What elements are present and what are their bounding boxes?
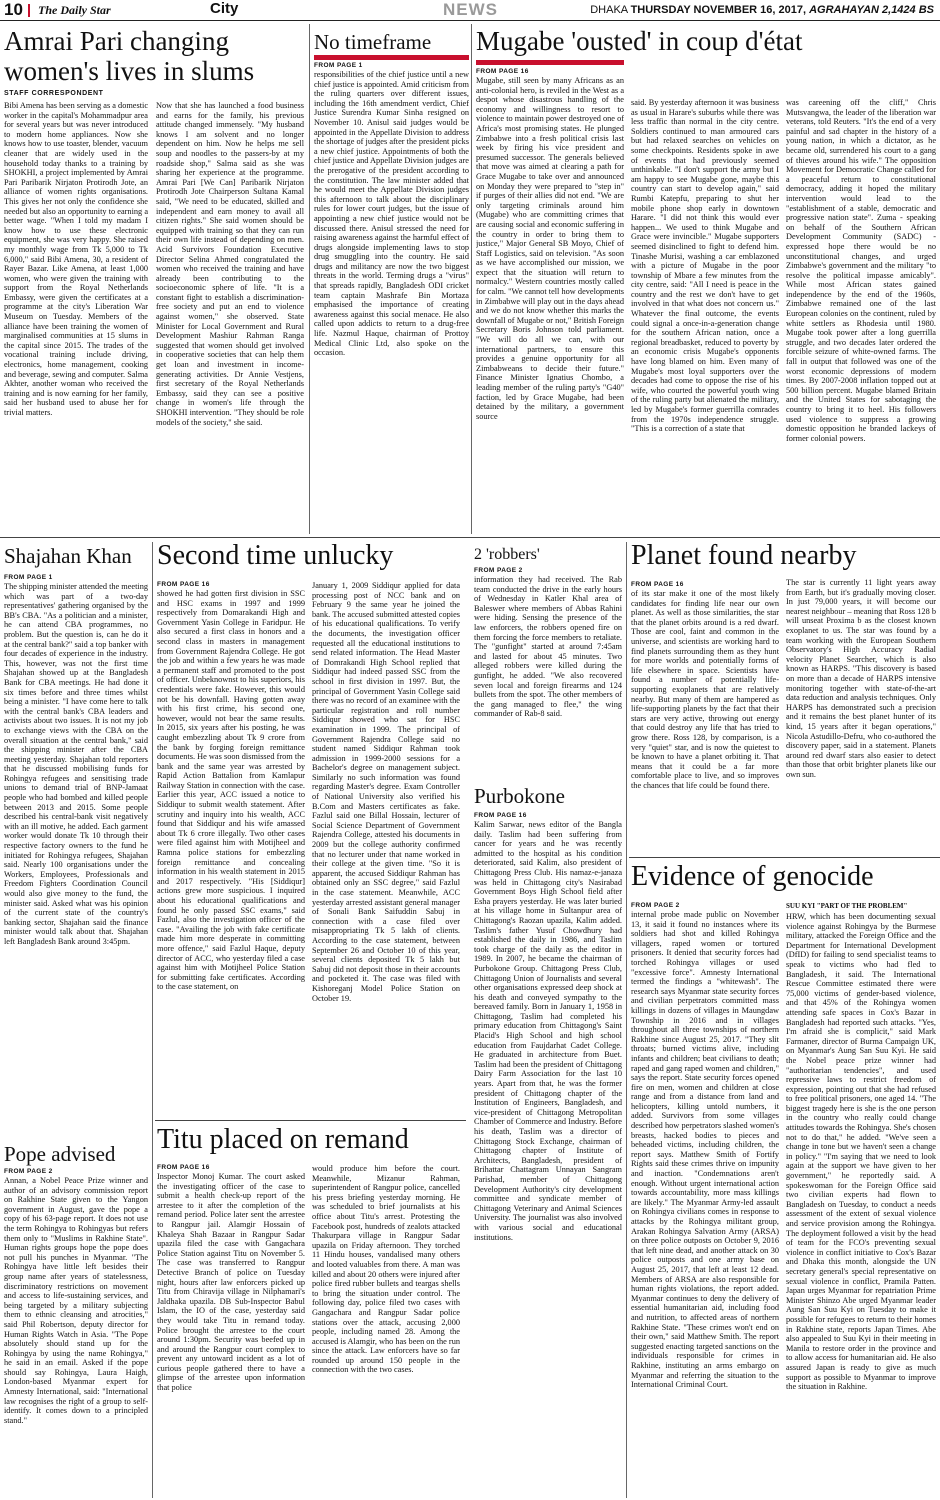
headline-evidence-of-genocide: Evidence of genocide [631, 861, 874, 892]
source-evidence-of-genocide: FROM PAGE 2 [631, 902, 680, 909]
byline-amrai-pari: STAFF CORRESPONDENT [4, 90, 104, 97]
section-divider [629, 857, 940, 858]
headline-2-robbers: 2 'robbers' [474, 546, 540, 563]
headline-amrai-pari: Amrai Pari changing women's lives in slums [4, 26, 255, 86]
newspaper-logo: The Daily Star [38, 3, 111, 17]
column-amrai-pari-2: Now that she has launched a food business and earns for the family, his previous attitude changed immensely. "My husband knows I am solvent and no longer dependent on him. Now he helps me sell soup and noodles to the passers-by at my roadside shop," Salma said as she was sharing her experience at the programme. Amrai Pari [We Can] Paribarik Nirjaton Protirodh Jote Chairperson Sultana Kamal said, "We need to be educated, skilled and independent and earn money to avail all citizen rights." She said women should be equipped with training so that they can run their own life instead of depending on men. Acid Survivors Foundation Executive Director Selina Ahmed congratulated the women who received the training and have already been contributing to the socioeconomic sphere of life. "It is a constant fight to establish a discrimination-free society and put an end to violence against women," she observed. State Minister for Local Government and Rural Development Mashiur Rahman Ranga suggested that women should get involved in cooperative societies that can help them get loan and investment in income-generating activities. Dr Annie Vestjens, first secretary of the Royal Netherlands Embassy, said they can see a positive change in women's life through the SHOKHI intervention. "They should be role models of the society," she said. [156, 101, 304, 427]
headline-planet-found: Planet found nearby [631, 540, 857, 571]
source-no-timeframe: FROM PAGE 1 [314, 62, 363, 69]
section-divider [155, 1120, 466, 1121]
accent-bar [28, 4, 30, 17]
accent-rule [476, 60, 624, 65]
source-shajahan-khan: FROM PAGE 1 [4, 574, 53, 581]
column-mugabe-1: Mugabe, still seen by many Africans as an anti-colonial hero, is reviled in the West as a despot whose disastrous handling of the economy and willingness to resort to violence to maintain power destroyed one of Africa's most promising states. He plunged Zimbabwe into a fresh political crisis last week by firing his vice president and presumed successor. The generals believed that move was aimed at clearing a path for Grace Mugabe to take over and announced on Monday they were prepared to "step in" if purges of their allies did not end. "We are only targeting criminals around him (Mugabe) who are committing crimes that are causing social and economic suffering in the country in order to bring them to justice," Major General SB Moyo, Chief of Staff Logistics, said on television. "As soon as we have accomplished our mission, we expect that the situation will return to normalcy." Western countries mostly called for calm. "We cannot tell how developments in Zimbabwe will play out in the days ahead and we do not know whether this marks the downfall of Mugabe or not," British Foreign Secretary Boris Johnson told parliament. "We will do all we can, with our international partners, to ensure this provides a genuine opportunity for all Zimbabweans to decide their future." Finance Minister Ignatius Chombo, a leading member of the ruling party's "G40" faction, led by Grace Mugabe, had been detained by the military, a government source [476, 76, 624, 421]
column-pope-advised: Annan, a Nobel Peace Prize winner and author of an advisory commission report on Rakhine State given to the Yangon government in August, gave the pope a copy of his 63-page report. It does not use the term Rohingya to Rohingyas but refers them only to "Muslims in Rakhine State". Human rights groups hope the pope does not pull his punches in Myanmar. "The Rohingya have little left besides their group name after years of statelessness, discriminatory restrictions on movement and access to life-sustaining services, and being targeted by a military subjecting them to ethnic cleansing and atrocities," said Phil Robertson, deputy director for Human Rights Watch in Asia. "The Pope absolutely should stand up for the Rohingya by using the name Rohingya," he said in an email. Asked if the pope should say Rohingya, Laura Haigh, London-based Myanmar expert for Amnesty International, said: "International law recognises the right of a group to self-identify. It comes down to a principled stand." [4, 1176, 148, 1425]
masthead [0, 0, 940, 21]
source-planet-found: FROM PAGE 16 [631, 581, 684, 588]
column-evidence-of-genocide-1: internal probe made public on November 13, it said it found no instances where its soldiers had shot and killed Rohingya villagers, raped women or tortured prisoners. It denied that security forces had torched Rohingya villages or used "excessive force". Amnesty International termed the findings a "whitewash". The research says Myanmar state security forces and civilian perpetrators committed mass killings in dozens of villages in Maungdaw Township in 2016 and in villages throughout all three townships of northern Rakhine since August 25, 2017. "They slit throats; burned victims alive, including infants and children; beat civilians to death; raped and gang raped women and children," says the report. State security forces opened fire on men, women and children at close range and from a distance from land and helicopters, killing untold numbers, it added. Survivors from some villages described how perpetrators slashed women's breasts, hacked bodies to pieces and beheaded victims, including children, the report says. Matthew Smith of Fortify Rights said these crimes thrive on impunity and inaction. "Condemnations aren't enough. Without urgent international action towards accountability, more mass killings are likely." The Myanmar Army-led assault on Rohingya civilians comes in response to attacks by the Rohingya militant group, Arakan Rohingya Salvation Army (ARSA) on three police outposts on October 9, 2016 that left nine dead, and another attack on 30 police outposts and one army base on August 25, 2017, that left at least 12 dead. Members of ARSA are also responsible for human rights violations, the report added. Myanmar continues to deny the delivery of essential humanitarian aid, including food and nutrition, to affected areas of northern Rakhine State. "These crimes won't end on their own," said Matthew Smith. The report suggested enacting targeted sanctions on the individuals responsible for crimes in Rakhine, instituting an arms embargo on Myanmar and referring the situation to the International Criminal Court. [631, 910, 779, 1390]
source-purbokone: FROM PAGE 16 [474, 812, 527, 819]
source-mugabe: FROM PAGE 16 [476, 68, 529, 75]
dateline-date: THURSDAY NOVEMBER 16, 2017, [630, 4, 807, 16]
source-titu-remand: FROM PAGE 16 [157, 1164, 210, 1171]
column-divider [626, 542, 627, 1498]
column-planet-found-2: The star is currently 11 light years away from Earth, but it's gradually moving closer. In just 79,000 years, it will become our nearest neighbour – meaning that Ross 128 b will unseat Proxima b as the closest known exoplanet to us. The star was found by a team working with the European Southern Observatory's High Accuracy Radial velocity Planet Searcher, which is also known as HARPS. "This discovery is based on more than a decade of HARPS intensive monitoring together with state-of-the-art data reduction and analysis techniques. Only HARPS has demonstrated such a precision and it remains the best planet hunter of its kind, 15 years after it began operations," Nicola Astudillo-Defru, who co-authored the discovery paper, said in a statement. Planets around red dwarf stars also easier to detect than those that orbit brighter planets like our own sun. [786, 578, 936, 779]
column-planet-found-1: of its star make it one of the most likely candidates for finding life near our own planet. As well as those similarities, the star that the planet orbits around is a red dwarf. Those are cool, faint and common in the universe, and scientists are working hard to find planets surrounding them as they hunt for more worlds and potentially forms of life elsewhere in space. Scientists have found a number of potentially life-supporting exoplanets that are relatively nearby. But many of them are hampered as life-supporting planets by the fact that their stars are very active, throwing out energy that could destroy any life that has tried to grow there. Ross 128, by comparison, is a very "quiet" star, and is now the quietest to be known to have a planet orbiting it. That means that it could be a far more comfortable place to live, and so improves the chances that life could be found there. [631, 589, 779, 790]
column-2-robbers: information they had received. The Rab team conducted the drive in the early hours of Wednesday in Katler Khal area of Baleswer where members of Abbas Rahini were hiding. Sensing the presence of the law enforcers, the robbers opened fire on them forcing the force members to retaliate. The "gunfight" started at around 7:45am and lasted for about 45 minutes. Two alleged robbers were killed during the gunfight, he added. "We also recovered seven local and foreign firearms and 124 bullets from the spot. The other members of the gang managed to flee," the wing commander of Rab-8 said. [474, 575, 622, 719]
headline-purbokone: Purbokone [474, 784, 565, 808]
column-divider [471, 24, 472, 534]
page-number: 10 [4, 0, 23, 19]
column-shajahan-khan: The shipping minister attended the meeting which was part of a two-day representatives' gathering organised by the BB's CBA. "As a politician and a minister, he can attend CBA programmes, no problem. But the question is, can he do it at the central bank?" said a top banker with four decades of experience in the industry. This, however, was not the first time Shajahan showed up at the Bangladesh Bank for CBA meetings. He had done it six times before and three times whilst being a minister. "I have come here to talk with the central bank's CBA leaders and activists about two issues. It is not my job to exchange views with the CBA on the overall situation at the central bank," said the shipping minister after the CBA meeting yesterday. Shajahan told reporters that he discussed mobilising funds for Rohingya refugees and sensitising trade unions to demand trial of BNP-Jamaat people who had bombed and killed people between 2013 and 2015. Some people described his central-bank visit negatively with an ill motive, he added. Each garment worker would donate Tk 10 through their respective factory owners to the fund he initiated for Rohingya refugees, Shajahan said. Nearly 100 organisations under the Workers, Employees, Professionals and Freedom Fighters Coordination Council would also give money to the fund, the minister said. Asked what was his opinion of the current state of the country's banking sector, Shajahan said the finance minister would talk about that. Shajahan left Bangladesh Bank around 3:45pm. [4, 582, 148, 946]
dateline-bangla-date: AGRAHAYAN 2,1424 BS [809, 4, 934, 16]
section-divider [0, 537, 940, 538]
section-name: City [210, 0, 239, 17]
source-pope-advised: FROM PAGE 2 [4, 1168, 53, 1175]
source-2-robbers: FROM PAGE 2 [474, 567, 523, 574]
section-label: NEWS [443, 0, 498, 19]
headline-second-time-unlucky: Second time unlucky [157, 540, 394, 571]
column-titu-remand-2: would produce him before the court. Meanwhile, Mizanur Rahman, superintendent of Rangpur police, cancelled his press briefing yesterday morning. He was scheduled to brief journalists at his office about Titu's arrest. Protesting the Facebook post, hundreds of zealots attacked Thakurpara village in Rangpur Sadar upazila on Friday afternoon. They torched 11 Hindu houses, vandalised many others and looted valuables from there. A man was killed and about 20 others were injured after police fired rubber bullets and teargas shells to bring the situation under control. The following day, police filed two cases with Gangachara and Rangpur Sadar police stations over the attack, accusing 2,000 people, including named 28. Among the accused is Alamgir, who has been on the run since the attack. Law enforcers have so far rounded up around 150 people in the connection with the two cases. [312, 1164, 460, 1375]
column-divider [152, 542, 153, 1498]
column-mugabe-2: said. By yesterday afternoon it was business as usual in Harare's suburbs while there was less traffic than normal in the city centre. Soldiers continued to man armoured cars but had relaxed searches on vehicles on some checkpoints. Residents spoke in awe of events that had previously seemed unthinkable. "I don't support the army but I am happy to see Mugabe gone, maybe this country can start to develop again," said Rumbi Katepfu, preparing to shut her mobile phone shop early in downtown Harare. "I did not think this would ever happen... We used to think Mugabe and Grace were invincible." Mugabe supporters seemed disinclined to fight to defend him. Tinashe Murisi, washing a car emblazoned with a picture of Mugabe in the poor township of Mbare a few minutes from the city centre, said: "All I need is peace in the country and the rest we don't have to get involved in that what does not concern us." Whatever the final outcome, the events could signal a once-in-a-generation change for the southern African nation, once a regional breadbasket, reduced to poverty by an economic crisis Mugabe's opponents have long blamed on him. Even many of Mugabe's most loyal supporters over the decades had come to oppose the rise of his wife, who courted the powerful youth wing of the ruling party but alienated the military, led by Mugabe's former guerrilla comrades from the 1970s independence struggle. "This is a correction of a state that [631, 98, 779, 434]
subhead-suu-kyi: SUU KYI "PART OF THE PROBLEM" [786, 902, 908, 910]
column-second-time-unlucky-1: showed he had gotten first division in SSC and HSC exams in 1997 and 1999 respectively from Domarakandi High and Government Yasin College in Faridpur. He also secured a first class in honors and a second class in masters in management from Government Rajendra College. He got the job and within a few years he was made a permanent staff and promoted to the post of officer. Unbeknownst to his superiors, his credentials were fake. However, this would not be his downfall. Having gotten away with his first crime, his second one, however, would not bear the same results. In 2015, six years after his posting, he was caught embezzling about Tk 9 crore from the bank by forging foreign remittance documents. He was soon dismissed from the bank and the same year was arrested by Rapid Action Battalion from Kamlapur Railway Station in connection with the case. Earlier this year, ACC issued a notice to Siddiqur to submit wealth statement. After scrutiny and inquiry into his wealth, ACC found that Siddiqur and his wife amassed about Tk 6 crore illegally. Two other cases were filed against him with Motijheel and Ramna police stations for embezzling foreign remittance and concealing information in his wealth statement in 2015 and 2017 respectively. "His [Siddiqur] actions grew more suspicious. I inquired about his educational qualifications and found he only passed SSC exams," said Fazlul, also the investigation officer of the case. "Availing the job with fake certificate made him more desperate in committing more offence," said Fazlul Haque, deputy director of ACC, who yesterday filed a case against him with Motijheel Police Station for submitting fake certificates. According to the case statement, on [157, 589, 305, 992]
column-amrai-pari-1: Bibi Amena has been serving as a domestic worker in the capital's Mohammadpur area for several years but was never introduced to modern home appliances. Now she knows how to use toaster, blender, vacuum cleaner that are widely used in the household today thanks to a training by SHOKHI, a project implemented by Amrai Pari Paribarik Nirjaton Protirodh Jote, an alliance of women rights organisations. This gives her not only the confidence she needed but also an opportunity to earning a better wage. "When I told my madam I know how to use these electronic equipment, she was very happy. She raised my monthly wage from Tk 5,000 to Tk 6,000," said Bibi Amena, 30, a resident of Rayer Bazar. Like Amena, at least 1,000 women, who were given the training with support from the Royal Netherlands Embassy, were given the certificates at a programme at the city's Liberation War Museum on Tuesday. Members of the alliance have been training the women of marginalised communities at 15 slums in the capital since 2015. The trades of the vocational training include driving, electronics, home management, cooking and beverage, sewing and computer. Salma Akhter, another woman who received the training and is now earning for her family, said her husband used to abuse her for trivial matters. [4, 101, 148, 417]
column-mugabe-3: was careening off the cliff," Chris Mutsvangwa, the leader of the liberation war veterans, told Reuters. "It's the end of a very painful and sad chapter in the history of a young nation, in which a dictator, as he became old, surrendered his court to a gang of thieves around his wife." The opposition Movement for Democratic Change called for a peaceful return to constitutional democracy, adding it hoped the military intervention would lead to the "establishment of a stable, democratic and progressive nation state". Zuma - speaking on behalf of the Southern African Development Community (SADC) - expressed hope there would be no unconstitutional changes, and urged Zimbabwe's government and the military "to resolve the political impasse amicably". While most African states gained independence by the end of the 1960s, Zimbabwe remained one of the last European colonies on the continent, ruled by white settlers as Rhodesia until 1980. Mugabe took power after a long guerrilla struggle, and two decades later ordered the forcible seizure of white-owned farms. The fall in output that followed was one of the worst economic depressions of modern times. By 2007-2008 inflation topped out at 500 billion percent. Mugabe blamed Britain and the United States for sabotaging the country to bring it to heel. His followers used violence to suppress a growing domestic opposition he branded lackeys of former colonial powers. [786, 98, 936, 443]
column-no-timeframe: responsibilities of the chief justice until a new chief justice is appointed. Amid criticism from the ruling quarters over different issues, including the 16th amendment verdict, Chief Justice Surendra Kumar Sinha resigned on November 10. Anisul said judges would be appointed in the Appellate Division to address the shortage of judges after the president picks a new chief justice. Appointments of both the chief justice and Appellate Division judges are the prerogative of the president according to the constitution. The law minister added that he would meet the Appellate Division judges this afternoon to talk about the disciplinary rules for lower court judges, but the issue of appointing a new chief justice would not be discussed there. Anisul stressed the need for raising awareness against the harmful effect of drugs alongside implementing laws to stop drug smuggling into the country. He said drugs and militancy are now the two biggest threats in the world. Terming drugs a "virus" that spreads rapidly, Bangladesh ODI cricket team captain Mashrafe Bin Mortaza emphasised the importance of creating awareness against this social menace. He also called upon addicts to return to a drug-free life. Nazmul Haque, chairman of Prottoy Medical Clinic Ltd, also spoke on the occasion. [314, 70, 469, 358]
source-second-time-unlucky: FROM PAGE 16 [157, 581, 210, 588]
headline-no-timeframe: No timeframe [314, 30, 432, 54]
headline-mugabe: Mugabe 'ousted' in coup d'état [476, 26, 803, 56]
column-titu-remand-1: Inspector Monoj Kumar. The court asked the investigating officer of the case to submit a health check-up report of the arrestee to it after the completion of the remand period. Police later sent the arrestee to Rangpur jail. Alamgir Hossain of Khaleya Shah Bazaar in Rangpur Sadar upazila filed the case with Gangachara Police Station against Titu on November 5. The case was transferred to Rangpur Detective Branch of police on Tuesday night, hours after law enforcers picked up Titu from Chiravija village in Nilphamari's Jaldhaka upazila. DB Sub-Inspector Babul Islam, the IO of the case, yesterday said they would take Titu in remand today. Police brought the arrestee to the court around 1:30pm. Security was beefed up in and around the Rangpur court complex to prevent any untoward incident as a lot of curious people gathered there to have a glimpse of the arrestee upon information that police [157, 1172, 305, 1393]
dateline [590, 2, 934, 18]
column-purbokone: Kalim Sarwar, news editor of the Bangla daily. Taslim had been suffering from cancer for years and he was recently admitted to the hospital as his condition deteriorated, said Kalim, also president of Chittagong Press Club. His namaz-e-janaza was held in Chittagong city's Nasirabad Government Boys High School field after Esha prayers yesterday. He was later buried at his village home in Sultanpur area of Chittagong's Raozan upazila, Kalim added. Taslim's father Yusuf Chowdhury had established the daily in 1986, and Taslim took charge of the daily as the editor in 1989. In 2007, he became the chairman of Purbokone Group. Chittagong Press Club, Chittagong Union of Journalists and several other organisations expressed deep shock at his death and conveyed sympathy to the bereaved family. Born in January 1, 1958 in Chittagong, Taslim had completed his primary education from Chittagong's Saint Placid's High School and high school education from Faujdarhat Cadet College. He graduated in architecture from Buet. Taslim had been the president of Chittagong Dairy Farm Association for the last 10 years. Apart from that, he was the former president of Chittagong chapter of the Institution of Engineers, Bangladesh, and vice-president of Chittagong Metropolitan Chamber of Commerce and Industry. Before his death, Taslim was a director of Chittagong Stock Exchange, chairman of Chittagong chapter of Institute of Architects, Bangladesh, president of Brihattar Chattagram Unnayan Sangram Parishad, member of Chittagong Development Authority's city development committee and syndicate member of Chittagong Veterinary and Animal Sciences University. The journalist was also involved with various social and educational institutions. [474, 820, 622, 1242]
dateline-city: DHAKA [590, 4, 628, 16]
headline-titu-remand: Titu placed on remand [157, 1124, 409, 1155]
column-divider [309, 24, 310, 534]
headline-shajahan-khan: Shajahan Khan [4, 544, 132, 568]
accent-rule [314, 55, 469, 60]
column-second-time-unlucky-2: January 1, 2009 Siddiqur applied for data processing post of NCC bank and on February 9 the same year he joined the bank. The accused submitted attested copies of his educational qualifications. To verify the documents, the investigation officer requested all the educational institutions to send related information. The Head Master of Domrakandi High School replied that Siddiqur had indeed passed SSC from the school in first division in 1997. But, the principal of Government Yasin College said there was no record of an examinee with the particular registration and roll number Siddiqur showed who sat for HSC examination in 1999. The principal of Government Rajendra College said no student named Siddiqur Rahman took admission in 1999-2000 sessions for a Bachelor's degree on management subject. Similarly no such information was found regarding Master's degree. Exam Controller of National University also verified his B.Com and Masters certificates as fake. Fazlul said one Billal Hossain, lecturer of Social Science Department of Government Rajendra College, attested his documents in 2009 but the college authority confirmed that no lecturer under that name worked in their college at the given time. "So it is apparent, the accused Siddiqur Rahman has obtained only an SSC degree," said Fazlul in the case statement. Meanwhile, ACC yesterday arrested assistant general manager of Sonali Bank Saifuddin Sabuj in connection with a case filed over misappropriating Tk 5 lakh of clients. According to the case statement, between September 26 and October 10 of this year, several clients deposited Tk 5 lakh but Sabuj did not deposit those in their accounts and pocketed it. The case was filed with Kishoreganj Model Police Station on October 19. [312, 581, 460, 1003]
column-evidence-of-genocide-2: HRW, which has been documenting sexual violence against Rohingya by the Burmese military, attacked the Foreign Office and the Department for International Development (DfID) for failing to send specialist teams to speak to victims who had fled to Bangladesh, it said. The International Rescue Committee estimated there were 75,000 victims of gender-based violence, and that 45% of the Rohingya women attending safe spaces in Cox's Bazar in Bangladesh had reported such attacks. "Yes, I'm afraid she is complicit," said Mark Farmaner, director of Burma Campaign UK, on Myanmar's Aung San Suu Kyi. He said the Nobel peace prize winner had "authoritarian tendencies", and used repressive laws to restrict freedom of expression, pointing out that she had refused to free political prisoners, one aged 14. "The biggest tragedy here is she is the one person in the country who really could change attitudes towards the Rohingya. She's chosen not to do that," he added. "We've seen a change in tone but we haven't seen a change in policy." "I'm saying that we need to look again at the support we have given to her government," he reportedly said. A spokeswoman for the Foreign Office said two civilian experts had flown to Bangladesh on Tuesday, to conduct a needs assessment of the extent of sexual violence and service provision among the Rohingya. The deployment followed a visit by the head of team for the FCO's preventing sexual violence in conflict initiative to Cox's Bazar and Dhaka this month, alongside the UN secretary general's special representative on sexual violence in conflict, Pramila Patten. Japan urges Myanmar for repatriation Prime Minister Shinzo Abe urged Myanmar leader Aung San Suu Kyi on Tuesday to make it possible for refugees to return to their homes in Rakhine state, reports Japan Times. Abe also appealed to Suu Kyi in their meeting in Manila to restore order in the province and to allow access for humanitarian aid. He also assured Japan is ready to give as much support as possible to Myanmar to improve the situation in Rakhine. [786, 912, 936, 1392]
headline-pope-advised: Pope advised [4, 1142, 116, 1166]
